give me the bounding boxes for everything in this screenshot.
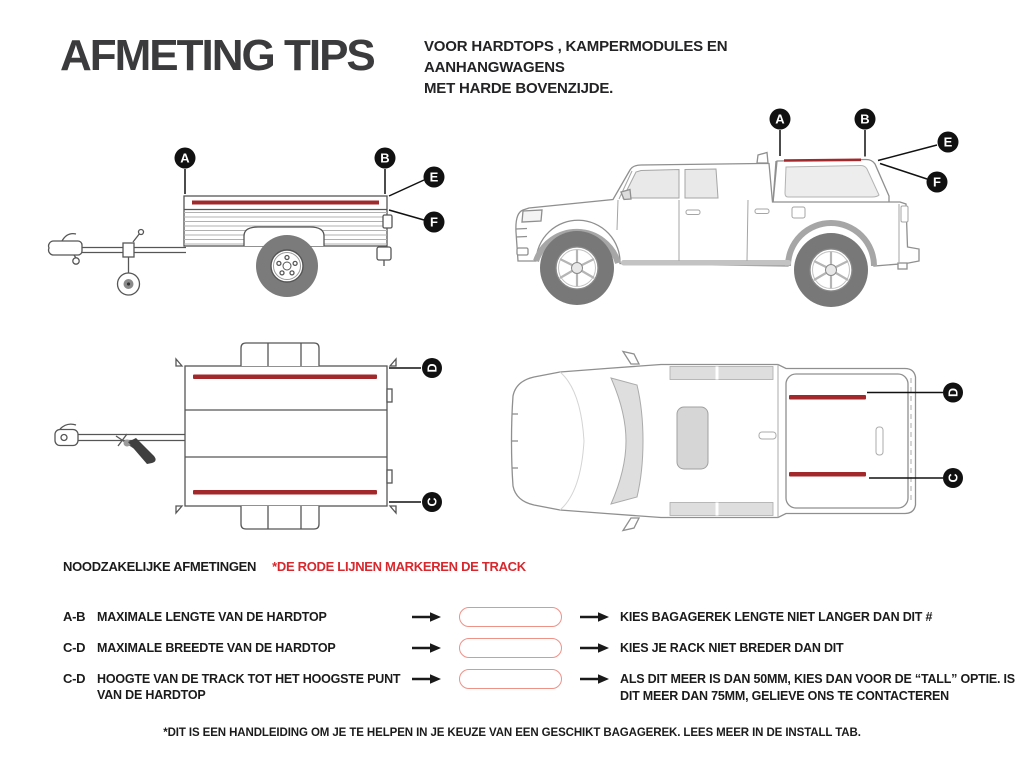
marker-c — [422, 492, 442, 512]
truck-front-wheel — [540, 231, 614, 305]
measure-pill — [459, 638, 562, 658]
svg-text:A: A — [180, 150, 190, 166]
track-line — [789, 472, 866, 477]
measure-row-ab — [0, 606, 1024, 632]
marker-b — [375, 148, 396, 169]
row-result: KIES BAGAGEREK LENGTE NIET LANGER DAN DIT # — [620, 610, 933, 624]
row-description: MAXIMALE LENGTE VAN DE HARDTOP — [97, 610, 327, 624]
marker-e — [938, 132, 959, 153]
trailer-jockey-wheel — [118, 230, 144, 296]
marker-d — [943, 383, 963, 403]
track-line — [193, 490, 377, 495]
measure-row-cd-width — [0, 637, 1024, 663]
footnote: *DIT IS EEN HANDLEIDING OM JE TE HELPEN IN JE KEUZE VAN EEN GESCHIKT BAGAGEREK. LEES MEER IN DE INSTALL TAB. — [163, 727, 861, 739]
measure-pill — [459, 669, 562, 689]
truck-side-diagram — [470, 100, 990, 320]
arrow-right-icon — [411, 673, 441, 685]
marker-e — [424, 167, 445, 188]
trailer-top-box — [176, 343, 396, 529]
row-key: C-D — [63, 640, 86, 655]
truck-top-diagram — [480, 330, 990, 550]
track-line — [193, 375, 377, 380]
row-description: MAXIMALE BREEDTE VAN DE HARDTOP — [97, 641, 336, 655]
marker-b — [855, 109, 876, 130]
trailer-top-drawbar — [55, 424, 186, 464]
marker-a — [175, 148, 196, 169]
truck-canopy — [773, 160, 889, 204]
page-subtitle — [424, 36, 854, 99]
arrow-right-icon — [579, 642, 609, 654]
legend — [63, 559, 526, 574]
svg-text:B: B — [860, 111, 870, 127]
measure-row-cd-height — [0, 668, 1024, 708]
page-title: AFMETING TIPS — [60, 31, 374, 80]
svg-text:A: A — [775, 111, 785, 127]
marker-f — [424, 212, 445, 233]
measure-pill — [459, 607, 562, 627]
marker-d — [422, 358, 442, 378]
trailer-wheel — [244, 227, 324, 297]
arrow-right-icon — [411, 642, 441, 654]
arrow-right-icon — [411, 611, 441, 623]
marker-f — [927, 172, 948, 193]
trailer-top-diagram — [30, 330, 460, 550]
track-line — [784, 160, 861, 161]
svg-text:C: C — [425, 497, 440, 507]
legend-red-note: *DE RODE LIJNEN MARKEREN DE TRACK — [272, 559, 526, 574]
svg-text:B: B — [380, 150, 390, 166]
row-result: KIES JE RACK NIET BREDER DAN DIT — [620, 641, 844, 655]
svg-text:D: D — [946, 387, 961, 398]
svg-text:F: F — [430, 214, 438, 230]
marker-a — [770, 109, 791, 130]
subtitle-line-2: MET HARDE BOVENZIJDE. — [424, 80, 614, 97]
row-key: A-B — [63, 609, 86, 624]
trailer-side-diagram — [40, 120, 460, 320]
subtitle-line-1: VOOR HARDTOPS , KAMPERMODULES EN AANHANGWAGENS — [424, 38, 728, 76]
trailer-drawbar — [49, 234, 186, 265]
svg-text:D: D — [425, 363, 440, 373]
track-line — [789, 395, 866, 400]
row-result: ALS DIT MEER IS DAN 50MM, KIES DAN VOOR DE “TALL” OPTIE. IS DIT MEER DAN 75MM, GELIEVE ONS TE CONTACTEREN — [620, 672, 1015, 703]
legend-heading: NOODZAKELIJKE AFMETINGEN — [63, 559, 257, 574]
arrow-right-icon — [579, 611, 609, 623]
arrow-right-icon — [579, 673, 609, 685]
truck-rear-wheel — [794, 233, 868, 307]
row-key: C-D — [63, 671, 86, 686]
svg-text:E: E — [429, 169, 439, 185]
row-description: HOOGTE VAN DE TRACK TOT HET HOOGSTE PUNT VAN DE HARDTOP — [97, 672, 401, 702]
marker-c — [943, 468, 963, 488]
svg-text:C: C — [946, 473, 961, 483]
truck-top-canopy — [786, 374, 911, 508]
svg-text:F: F — [933, 174, 941, 190]
svg-text:E: E — [943, 134, 953, 150]
